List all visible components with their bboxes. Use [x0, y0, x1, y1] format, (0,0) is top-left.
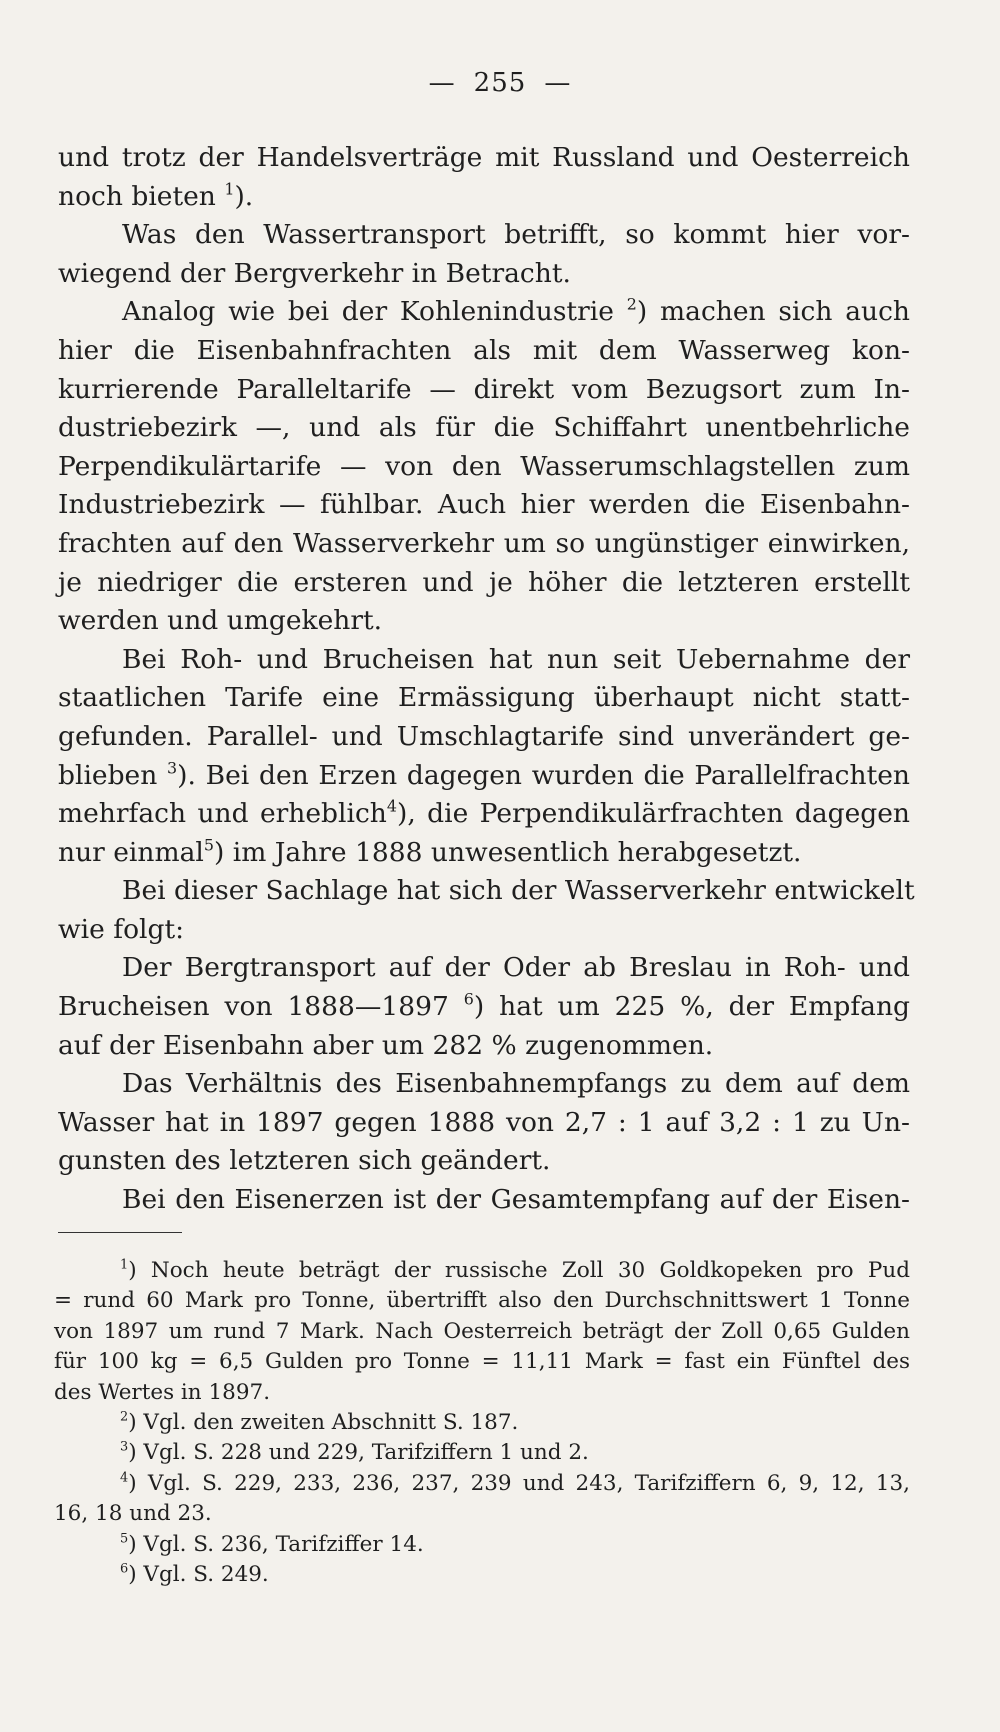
text-run: 16, 18 und 23.	[54, 1501, 212, 1527]
footnote-line	[54, 1530, 910, 1560]
body-line	[58, 293, 910, 332]
text-run: für 100 kg = 6,5 Gulden pro Tonne = 11,11 Mark = fast ein Fünftel des	[54, 1349, 910, 1375]
footnote-marker: 3	[120, 1439, 129, 1455]
body-line	[58, 371, 910, 410]
footnote-marker: 1	[224, 179, 235, 199]
footnote-line	[54, 1438, 910, 1468]
text-run: ) Vgl. S. 229, 233, 236, 237, 239 und 243, Tarifziffern 6, 9, 12, 13,	[128, 1470, 910, 1496]
text-run: Analog wie bei der Kohlenindustrie	[122, 296, 627, 328]
text-run: ). Bei den Erzen dagegen wurden die Parallelfrachten	[177, 759, 910, 791]
text-run: Bei dieser Sachlage hat sich der Wasserverkehr entwickelt	[122, 875, 915, 907]
body-line	[58, 1142, 910, 1181]
text-run: wie folgt:	[58, 913, 185, 945]
body-line	[58, 641, 910, 680]
footnote-line	[54, 1317, 910, 1347]
text-run: ), die Perpendikulärfrachten dagegen	[397, 798, 910, 830]
text-run: mehrfach und erheblich	[58, 798, 387, 830]
text-run: des Wertes in 1897.	[54, 1379, 271, 1405]
text-run: und trotz der Handelsverträge mit Russland und Oesterreich	[58, 142, 910, 173]
text-run: Perpendikulärtarife — von den Wasserumschlagstellen zum	[58, 450, 910, 482]
body-line	[58, 834, 910, 873]
footnote-line	[54, 1499, 910, 1529]
text-run: von 1897 um rund 7 Mark. Nach Oesterreich beträgt der Zoll 0,65 Gulden	[54, 1318, 910, 1344]
text-run: Industriebezirk — fühlbar. Auch hier werden die Eisenbahn-	[58, 489, 910, 521]
text-run: ) hat um 225 %, der Empfang	[473, 991, 910, 1023]
body-line	[58, 1104, 910, 1143]
body-line	[58, 564, 910, 603]
body-line	[58, 486, 910, 525]
page-number: 255	[473, 68, 527, 98]
text-run: frachten auf den Wasserverkehr um so ungünstiger einwirken,	[58, 527, 910, 559]
footnote-marker: 6	[463, 989, 474, 1009]
body-line	[58, 679, 910, 718]
main-text	[58, 139, 915, 1220]
text-run: ).	[234, 180, 254, 212]
page-header	[0, 68, 1000, 98]
text-run: noch bieten	[58, 180, 225, 212]
footnote-marker: 6	[120, 1561, 129, 1577]
text-run: = rund 60 Mark pro Tonne, übertrifft also den Durchschnittswert 1 Tonne	[54, 1288, 910, 1314]
text-run: ) machen sich auch	[636, 296, 910, 328]
footnote-marker: 2	[120, 1409, 129, 1425]
body-line	[58, 949, 910, 988]
body-line	[58, 139, 910, 178]
body-line	[58, 1181, 910, 1220]
text-run: auf der Eisenbahn aber um 282 % zugenommen.	[58, 1029, 714, 1061]
footnote-marker: 4	[386, 796, 397, 816]
header-dash-right: —	[544, 68, 572, 98]
body-line	[58, 911, 910, 950]
footnote-line	[54, 1560, 910, 1590]
text-run: ) Vgl. den zweiten Abschnitt S. 187.	[128, 1409, 519, 1435]
text-run: je niedriger die ersteren und je höher die letzteren erstellt	[58, 566, 910, 598]
text-run: gefunden. Parallel- und Umschlagtarife sind unverändert ge-	[58, 720, 910, 752]
text-run: hier die Eisenbahnfrachten als mit dem Wasserweg kon-	[58, 334, 910, 366]
footnote-line	[54, 1408, 910, 1438]
footnote-marker: 5	[203, 835, 214, 855]
footnote-marker: 2	[626, 295, 637, 315]
body-line	[58, 1065, 910, 1104]
footnote-marker: 4	[120, 1470, 129, 1486]
text-run: ) Noch heute beträgt der russische Zoll 30 Goldkopeken pro Pud	[128, 1258, 910, 1283]
text-run: staatlichen Tarife eine Ermässigung überhaupt nicht statt-	[58, 682, 910, 714]
body-line	[58, 757, 910, 796]
footnote-marker: 5	[120, 1531, 129, 1547]
body-line	[58, 255, 910, 294]
footnote-marker: 3	[167, 758, 178, 778]
footnote-line	[54, 1286, 910, 1316]
text-run: ) im Jahre 1888 unwesentlich herabgesetzt.	[213, 836, 802, 868]
text-run: gunsten des letzteren sich geändert.	[58, 1145, 551, 1177]
body-line	[58, 718, 910, 757]
footnote-line	[54, 1256, 910, 1286]
footnote-marker: 1	[120, 1257, 129, 1273]
text-run: dustriebezirk —, und als für die Schiffahrt unentbehrliche	[58, 412, 910, 444]
text-run: blieben	[58, 759, 168, 791]
text-run: Bei den Eisenerzen ist der Gesamtempfang auf der Eisen-	[122, 1184, 910, 1216]
text-run: Bei Roh- und Brucheisen hat nun seit Uebernahme der	[122, 643, 910, 675]
body-line	[58, 525, 910, 564]
body-line	[58, 988, 910, 1027]
footnotes	[54, 1256, 910, 1590]
body-line	[58, 872, 915, 911]
body-line	[58, 216, 910, 255]
text-run: nur einmal	[58, 836, 204, 868]
body-line	[58, 1027, 910, 1066]
text-run: kurrierende Paralleltarife — direkt vom Bezugsort zum In-	[58, 373, 910, 405]
footnote-line	[54, 1469, 910, 1499]
text-run: werden und umgekehrt.	[58, 605, 383, 637]
header-dash-left: —	[428, 68, 456, 98]
footnote-line	[54, 1378, 910, 1408]
body-line	[58, 332, 910, 371]
text-run: Das Verhältnis des Eisenbahnempfangs zu dem auf dem	[122, 1068, 910, 1100]
footnote-divider	[58, 1232, 182, 1233]
text-run: ) Vgl. S. 236, Tarifziffer 14.	[128, 1531, 424, 1557]
text-run: Was den Wassertransport betrifft, so kommt hier vor-	[122, 219, 910, 251]
body-line	[58, 409, 910, 448]
text-run: ) Vgl. S. 249.	[128, 1561, 269, 1587]
body-line	[58, 178, 910, 217]
text-run: ) Vgl. S. 228 und 229, Tarifziffern 1 und 2.	[128, 1440, 589, 1466]
footnote-line	[54, 1347, 910, 1377]
body-line	[58, 795, 910, 834]
text-run: wiegend der Bergverkehr in Betracht.	[58, 257, 571, 289]
text-run: Wasser hat in 1897 gegen 1888 von 2,7 : 1 auf 3,2 : 1 zu Un-	[58, 1106, 910, 1138]
body-line	[58, 602, 910, 641]
body-line	[58, 448, 910, 487]
text-run: Der Bergtransport auf der Oder ab Breslau in Roh- und	[122, 952, 910, 984]
text-run: Brucheisen von 1888—1897	[58, 991, 464, 1023]
